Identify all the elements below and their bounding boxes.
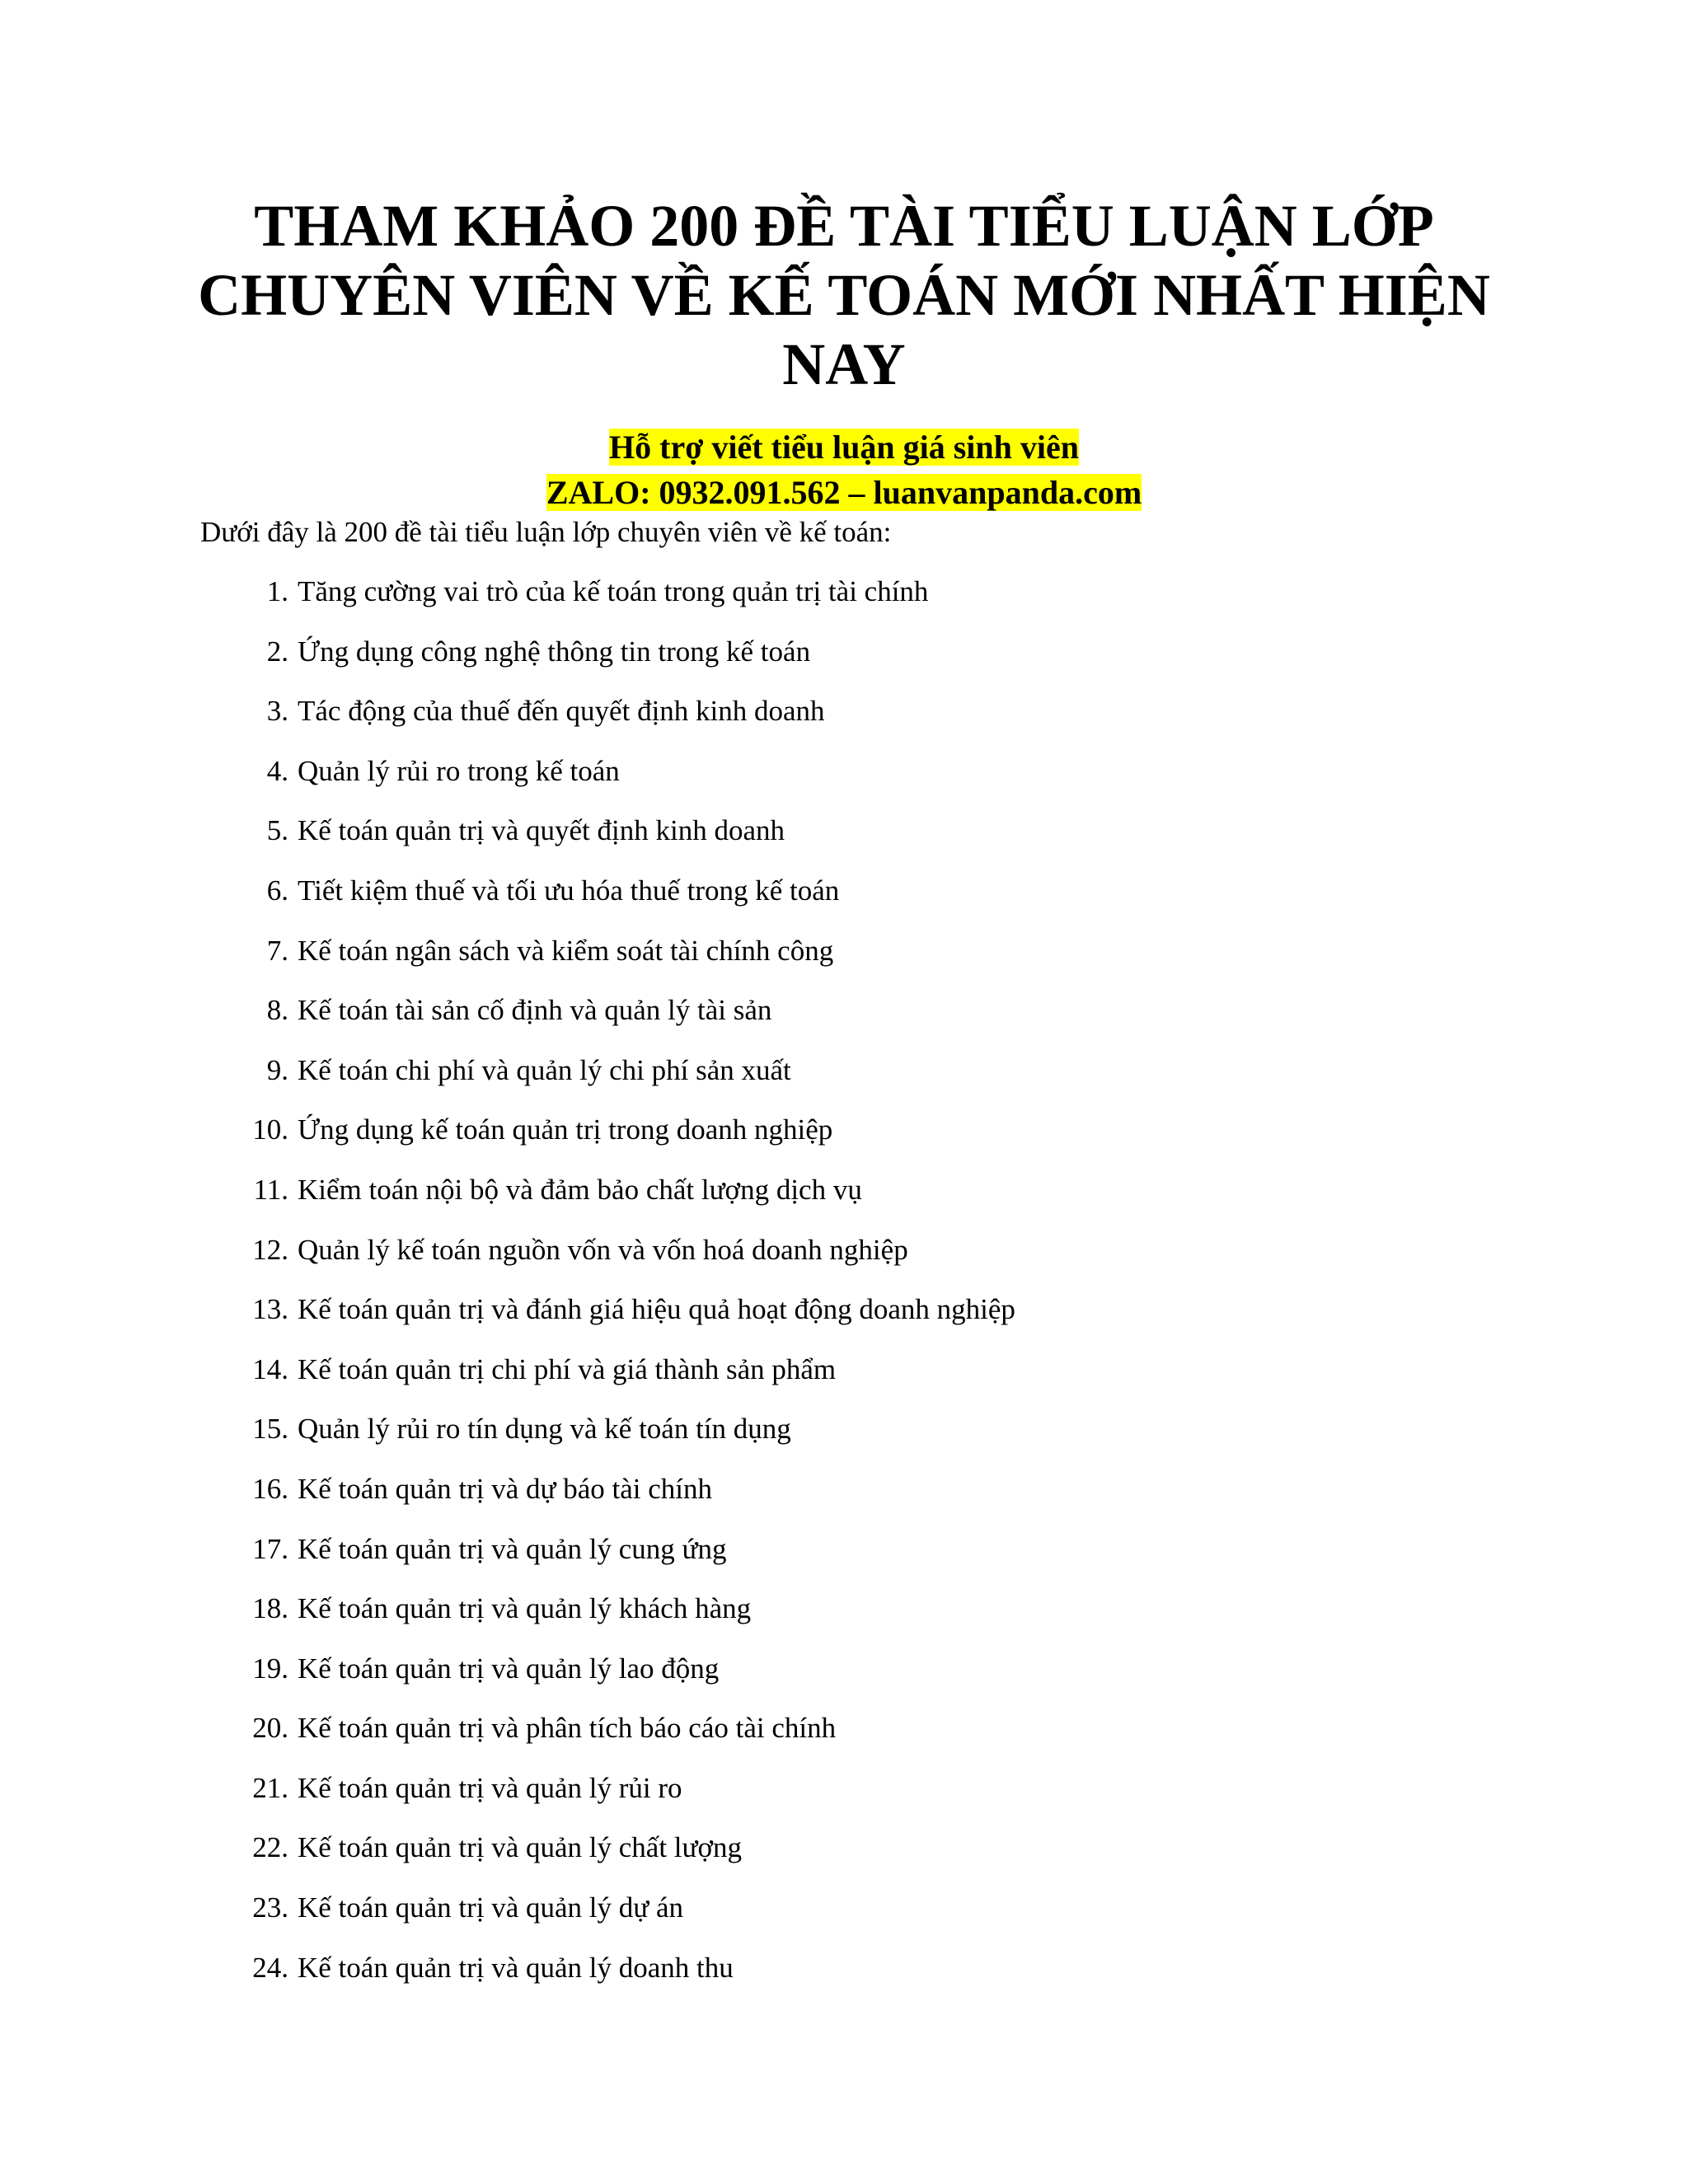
topic-text: Kế toán quản trị chi phí và giá thành sản phẩm [298,1352,837,1385]
topic-number: 13. [252,1293,288,1326]
topic-text: Kế toán quản trị và quản lý khách hàng [298,1592,752,1625]
topic-number: 9. [266,1053,288,1086]
topic-number: 8. [266,994,288,1027]
topic-text: Kế toán quản trị và quản lý cung ứng [298,1532,727,1565]
topic-text: Kế toán quản trị và quản lý dự án [298,1891,684,1924]
topic-number: 3. [266,695,288,728]
topic-text: Kế toán quản trị và quản lý lao động [298,1652,720,1685]
topic-number: 1. [266,575,288,607]
topic-text: Kế toán quản trị và đánh giá hiệu quả hoạt động doanh nghiệp [298,1293,1015,1326]
topic-number: 23. [252,1891,288,1924]
document-title: THAM KHẢO 200 ĐỀ TÀI TIỂU LUẬN LỚP CHUYÊN VIÊN VỀ KẾ TOÁN MỚI NHẤT HIỆN NAY [198,193,1490,397]
topic-text: Tác động của thuế đến quyết định kinh doanh [298,695,825,728]
topic-text: Kế toán quản trị và quản lý rủi ro [298,1771,682,1804]
topic-text: Kế toán quản trị và quản lý chất lượng [298,1831,742,1864]
topic-number: 17. [252,1532,288,1565]
topic-text: Quản lý rủi ro tín dụng và kế toán tín dụng [298,1413,791,1446]
intro-paragraph: Dưới đây là 200 đề tài tiểu luận lớp chuyên viên về kế toán: [200,516,892,548]
promo-highlight-2: ZALO: 0932.091.562 – luanvanpanda.com [546,474,1142,511]
topic-text: Kế toán ngân sách và kiểm soát tài chính công [298,934,834,967]
topic-number: 24. [252,1951,288,1984]
topic-number: 18. [252,1592,288,1625]
topic-text: Kế toán quản trị và quyết định kinh doanh [298,814,785,847]
topic-text: Quản lý rủi ro trong kế toán [298,754,620,787]
topic-number: 6. [266,874,288,907]
topic-text: Ứng dụng kế toán quản trị trong doanh nghiệp [298,1113,833,1146]
topic-number: 19. [252,1652,288,1685]
topic-number: 21. [252,1771,288,1804]
topic-text: Quản lý kế toán nguồn vốn và vốn hoá doanh nghiệp [298,1233,908,1266]
topic-number: 12. [252,1233,288,1266]
promo-line-1 [0,429,1688,466]
topic-number: 22. [252,1831,288,1864]
promo-line-2 [0,474,1688,512]
topic-text: Kế toán quản trị và dự báo tài chính [298,1472,712,1505]
topic-text: Tiết kiệm thuế và tối ưu hóa thuế trong kế toán [298,874,840,907]
topic-number: 14. [252,1352,288,1385]
topic-number: 11. [253,1173,288,1206]
topic-text: Kế toán quản trị và phân tích báo cáo tài chính [298,1712,837,1745]
topic-number: 7. [266,934,288,967]
topic-number: 15. [252,1413,288,1446]
topic-text: Tăng cường vai trò của kế toán trong quản trị tài chính [298,575,929,607]
topic-text: Kế toán tài sản cố định và quản lý tài sản [298,994,772,1027]
topic-number: 2. [266,635,288,668]
topic-text: Ứng dụng công nghệ thông tin trong kế toán [298,635,811,668]
topic-number: 20. [252,1712,288,1745]
topic-text: Kế toán quản trị và quản lý doanh thu [298,1951,734,1984]
topic-number: 5. [266,814,288,847]
topic-text: Kiểm toán nội bộ và đảm bảo chất lượng dịch vụ [298,1173,862,1206]
topic-number: 4. [266,754,288,787]
topic-number: 16. [252,1472,288,1505]
topic-number: 10. [252,1113,288,1146]
topic-text: Kế toán chi phí và quản lý chi phí sản xuất [298,1053,791,1086]
promo-highlight-1: Hỗ trợ viết tiểu luận giá sinh viên [609,429,1079,466]
